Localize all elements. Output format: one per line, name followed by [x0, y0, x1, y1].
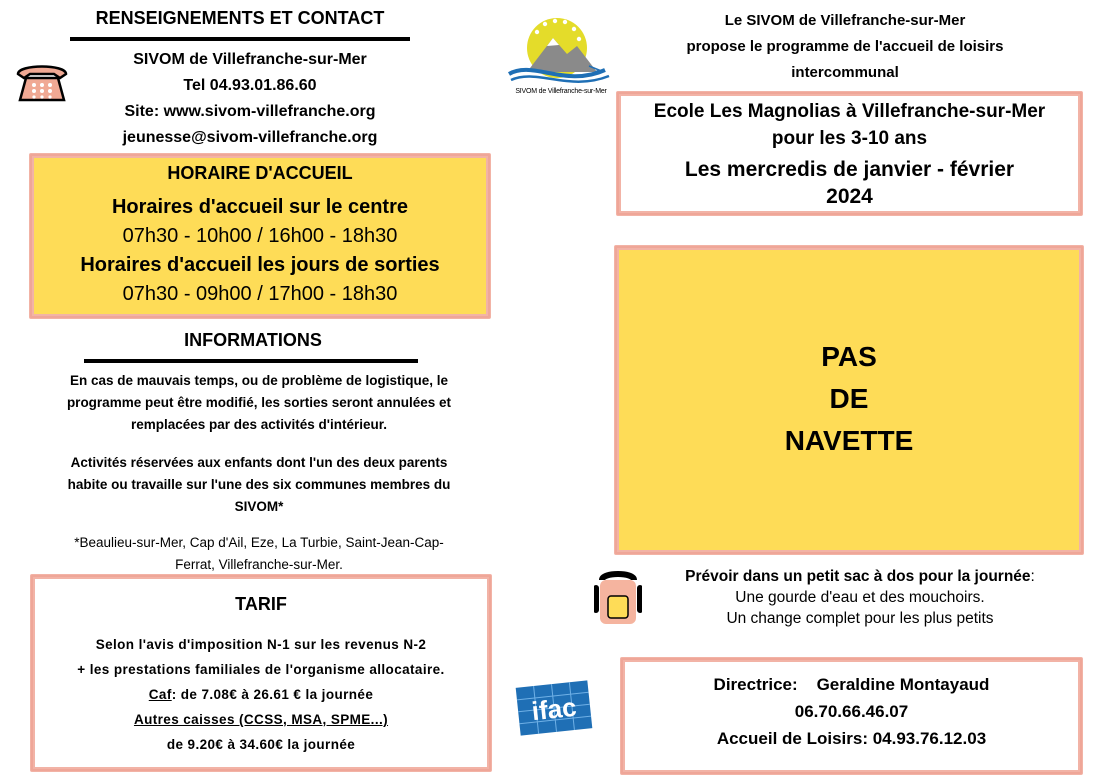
sac-heading-bold: Prévoir dans un petit sac à dos pour la journée: [685, 568, 1031, 585]
tarif-line-1: Selon l'avis d'imposition N-1 sur les revenus N-2: [95, 637, 427, 652]
directrice-phone: 06.70.66.46.07: [794, 702, 909, 721]
programme-dates: Les mercredis de janvier - février: [684, 158, 1015, 181]
sac-item-2: Un change complet pour les plus petits: [726, 610, 994, 627]
intro-line-1: Le SIVOM de Villefranche-sur-Mer: [724, 12, 966, 29]
tarif-autres-value: de 9.20€ à 34.60€ la journée: [166, 737, 356, 752]
contact-heading: RENSEIGNEMENTS ET CONTACT: [95, 8, 385, 28]
horaires-heading: HORAIRE D'ACCUEIL: [167, 163, 353, 183]
sac-heading: [650, 566, 1070, 587]
tarif-caf-value: : de 7.08€ à 26.61 € la journée: [171, 687, 374, 702]
horaires-sorties-hours: 07h30 - 09h00 / 17h00 - 18h30: [122, 283, 398, 305]
backpack-icon: [594, 570, 642, 626]
directrice-name: Geraldine Montayaud: [816, 675, 990, 694]
tarif-line-2: + les prestations familiales de l'organisme allocataire.: [77, 662, 445, 677]
intro-line-2: propose le programme de l'accueil de loisirs: [686, 38, 1004, 55]
directrice-label: Directrice:: [713, 675, 798, 694]
tarif-heading: TARIF: [235, 594, 287, 614]
navette-line-2: DE: [829, 383, 869, 414]
accueil-phone: Accueil de Loisirs: 04.93.76.12.03: [716, 729, 987, 748]
horaires-centre-label: Horaires d'accueil sur le centre: [111, 196, 408, 218]
ifac-logo-text: ifac: [530, 691, 578, 727]
contact-heading-rule: [70, 37, 410, 41]
tarif-autres-label: Autres caisses (CCSS, MSA, SPME...): [133, 712, 389, 727]
informations-communes: *Beaulieu-sur-Mer, Cap d'Ail, Eze, La Turbie, Saint-Jean-Cap- Ferrat, Villefranche-sur-Mer.: [74, 535, 444, 572]
navette-line-1: PAS: [821, 341, 877, 372]
programme-school: Ecole Les Magnolias à Villefranche-sur-Mer: [653, 101, 1046, 122]
tarif-caf-label: Caf: [148, 687, 172, 702]
programme-year: 2024: [826, 185, 873, 208]
horaires-sorties-label: Horaires d'accueil les jours de sorties: [80, 254, 440, 276]
sac-heading-tail: :: [1030, 568, 1035, 585]
informations-paragraph-1: En cas de mauvais temps, ou de problème de logistique, le programme peut être modifié, les sorties seront annulées et remplacées par des activités d'intérieur.: [66, 373, 452, 432]
horaires-centre-hours: 07h30 - 10h00 / 16h00 - 18h30: [122, 225, 398, 247]
contact-tel: Tel 04.93.01.86.60: [183, 77, 317, 94]
ifac-logo: [514, 676, 594, 740]
navette-line-3: NAVETTE: [784, 425, 914, 456]
contact-email[interactable]: jeunesse@sivom-villefranche.org: [122, 129, 378, 146]
informations-heading-rule: [84, 359, 418, 363]
sivom-logo-caption: SIVOM de Villefranche-sur-Mer: [515, 88, 607, 95]
sac-item-1: Une gourde d'eau et des mouchoirs.: [735, 589, 985, 606]
sivom-logo: [505, 12, 617, 102]
directrice-line: [620, 671, 1083, 698]
intro-line-3: intercommunal: [791, 64, 899, 81]
contact-site[interactable]: Site: www.sivom-villefranche.org: [124, 103, 376, 120]
contact-org: SIVOM de Villefranche-sur-Mer: [133, 51, 367, 68]
informations-paragraph-2: Activités réservées aux enfants dont l'un des deux parents habite ou travaille sur l'une des six communes membres du SIVOM*: [67, 455, 451, 514]
programme-ages: pour les 3-10 ans: [771, 128, 928, 149]
tarif-caf: [30, 682, 492, 707]
informations-heading: INFORMATIONS: [184, 330, 322, 350]
